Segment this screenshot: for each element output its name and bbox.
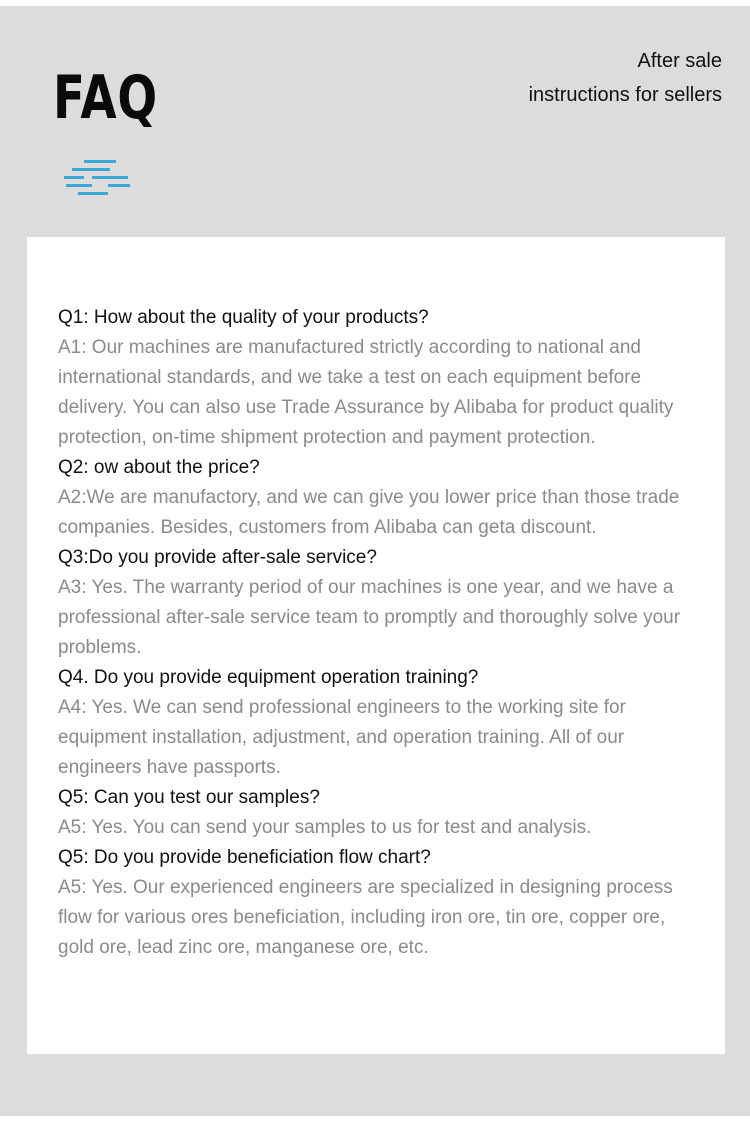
faq-question-4: Q4. Do you provide equipment operation training? bbox=[58, 667, 479, 688]
faq-question-6: Q5: Do you provide beneficiation flow chart? bbox=[58, 847, 431, 868]
faq-answer-4: A4: Yes. We can send professional engineers to the working site for equipment installation, adjustment, and operation training. All of our engineers have passports. bbox=[58, 697, 626, 778]
faq-heading: FAQ bbox=[53, 63, 158, 133]
faq-question-3: Q3:Do you provide after-sale service? bbox=[58, 547, 377, 568]
faq-question-5: Q5: Can you test our samples? bbox=[58, 787, 320, 808]
speed-lines-icon bbox=[64, 160, 132, 198]
subtitle-line-1: After sale bbox=[637, 50, 722, 72]
faq-answer-3: A3: Yes. The warranty period of our machines is one year, and we have a professional after-sale service team to promptly and thoroughly solve your problems. bbox=[58, 577, 681, 658]
faq-list bbox=[58, 303, 698, 963]
faq-question-2: Q2: ow about the price? bbox=[58, 457, 260, 478]
faq-answer-1: A1: Our machines are manufactured strictly according to national and international standards, and we take a test on each equipment before delivery. You can also use Trade Assurance by Alibaba for product quality protection, on-time shipment protection and payment protection. bbox=[58, 337, 674, 448]
subtitle bbox=[529, 44, 722, 112]
faq-answer-2: A2:We are manufactory, and we can give you lower price than those trade companies. Besides, customers from Alibaba can geta discount. bbox=[58, 487, 680, 538]
faq-panel bbox=[0, 6, 750, 1116]
subtitle-line-2: instructions for sellers bbox=[528, 84, 722, 106]
faq-answer-5: A5: Yes. You can send your samples to us for test and analysis. bbox=[58, 817, 592, 838]
faq-question-1: Q1: How about the quality of your products? bbox=[58, 307, 429, 328]
faq-answer-6: A5: Yes. Our experienced engineers are specialized in designing process flow for various ores beneficiation, including iron ore, tin ore, copper ore, gold ore, lead zinc ore, manganese ore, etc. bbox=[58, 877, 673, 958]
faq-card bbox=[27, 237, 725, 1054]
